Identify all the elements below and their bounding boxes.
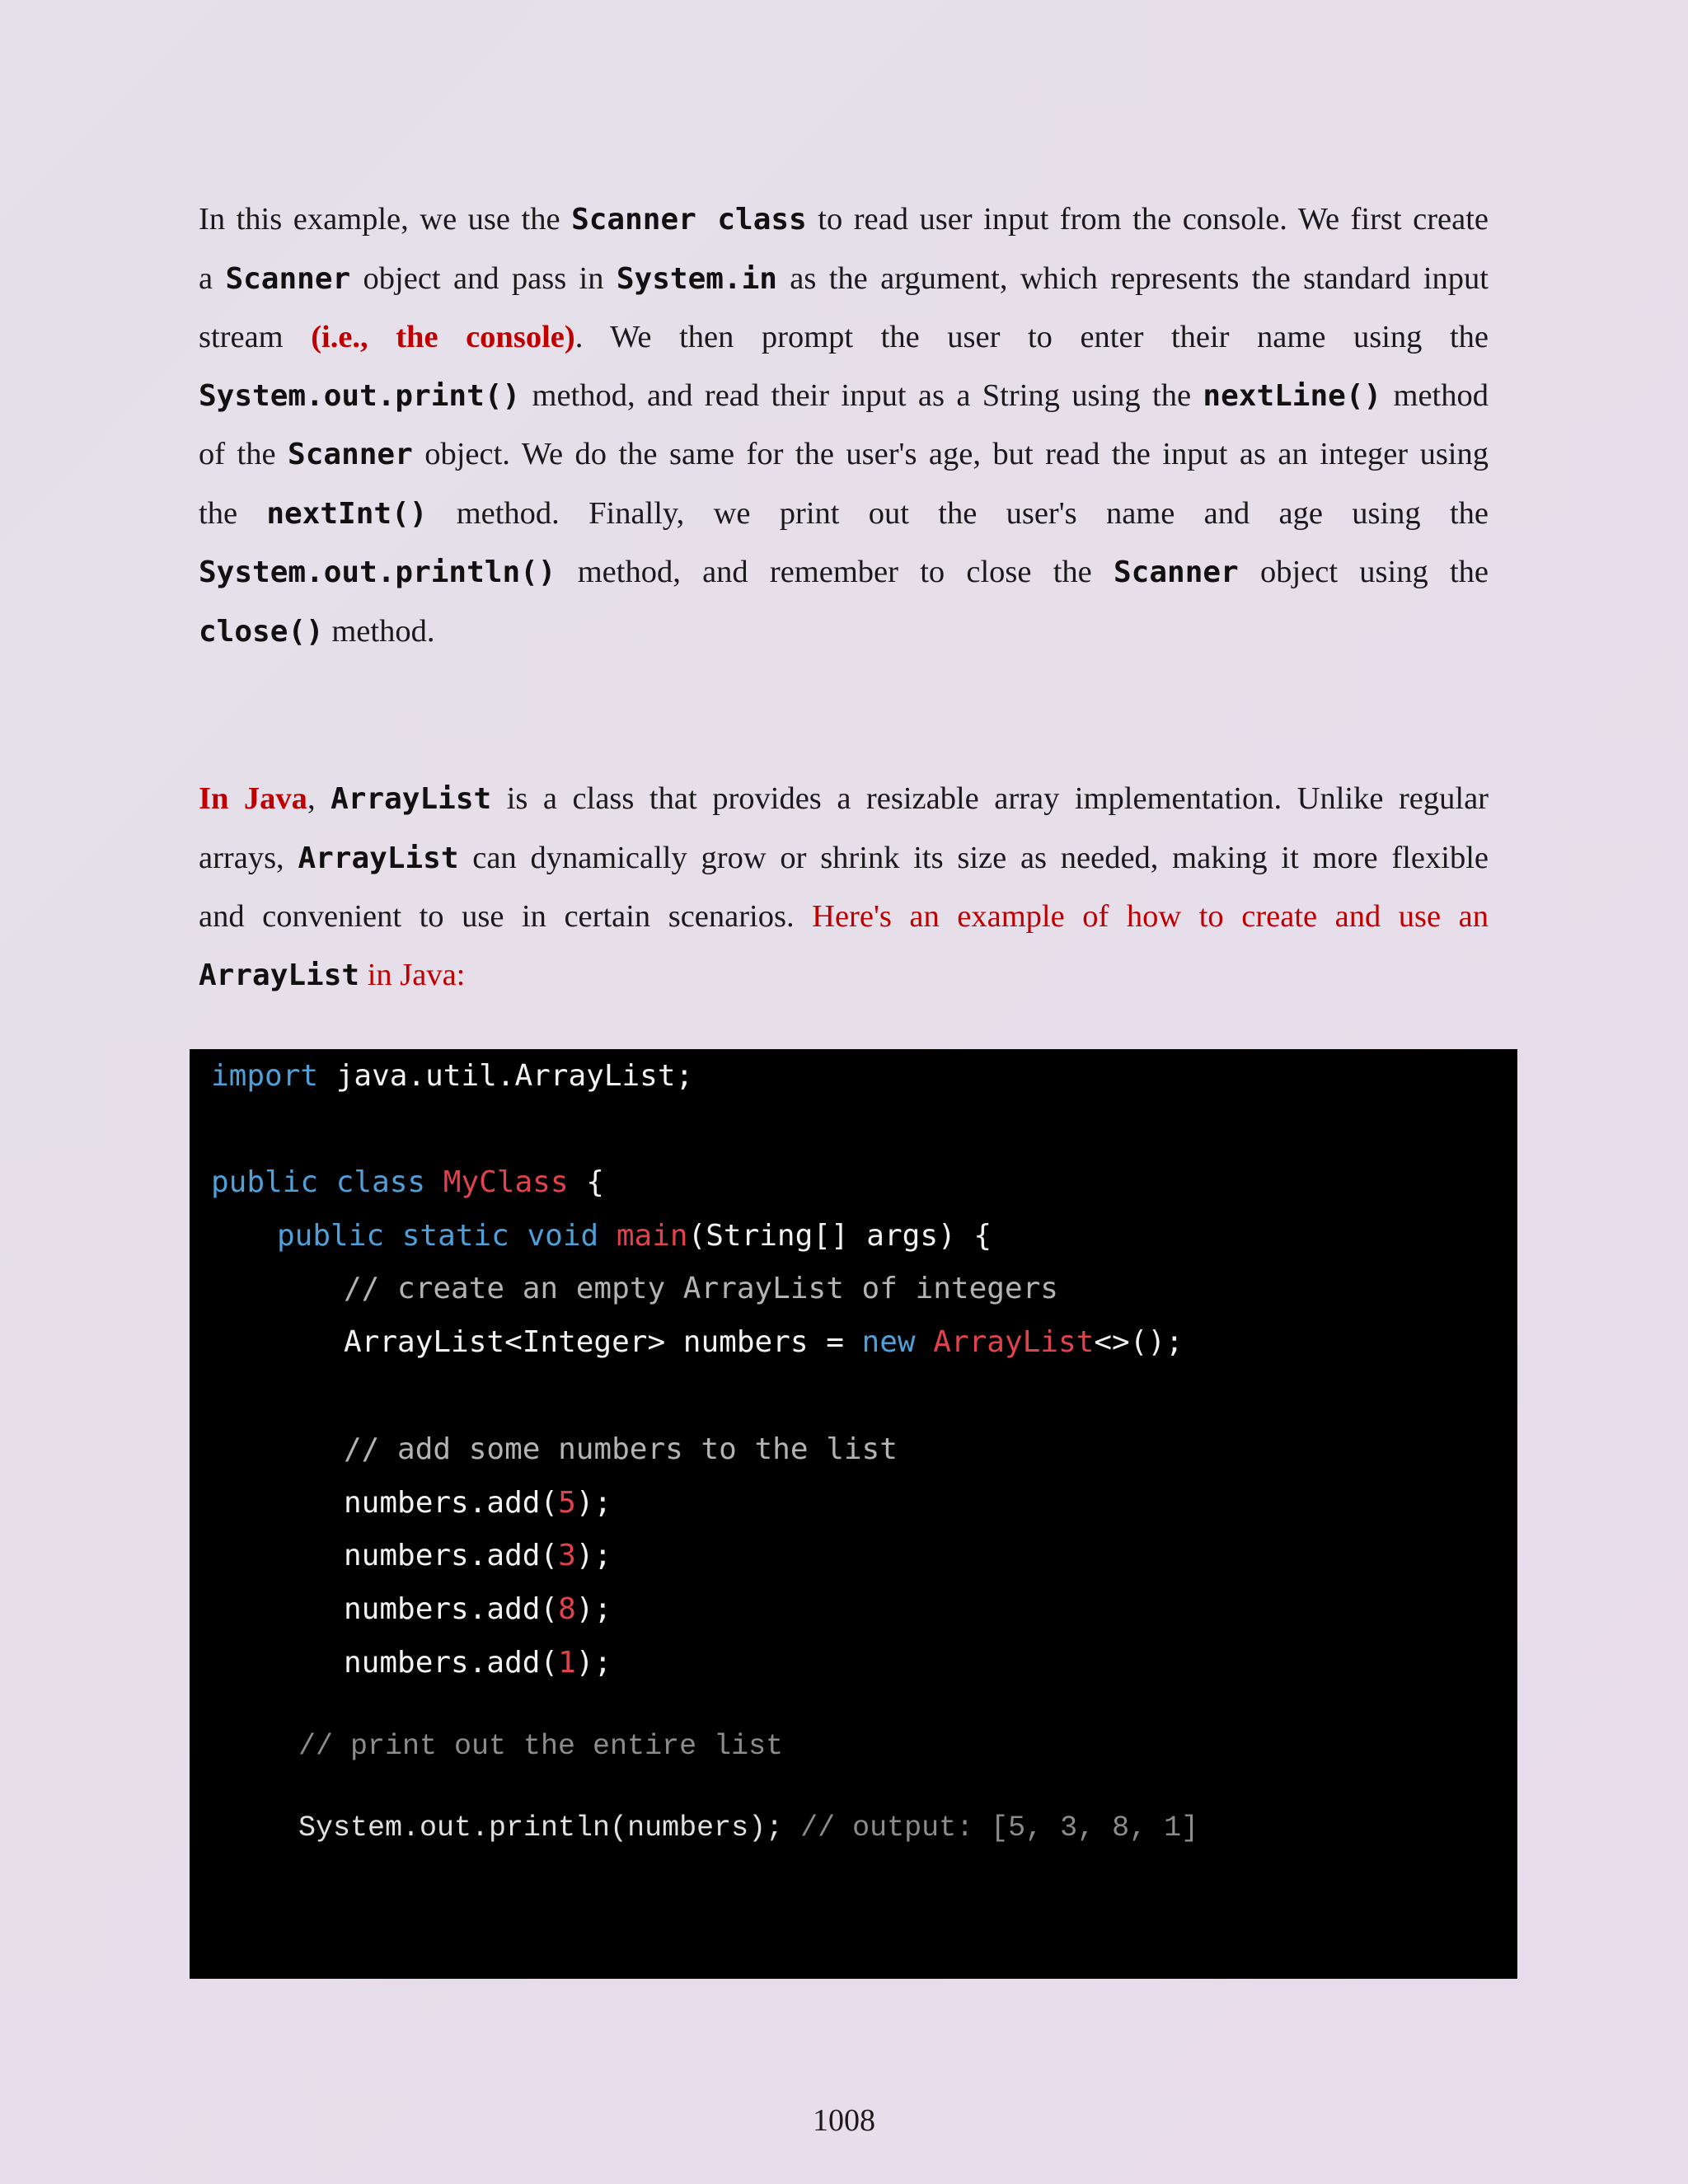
inline-code: System.in <box>616 261 777 296</box>
inline-code: System.out.print() <box>199 378 521 413</box>
text-line: arrays, ArrayList can dynamically grow or shrink its size as needed, making it more flexible <box>199 840 1489 875</box>
code-line: numbers.add(5); <box>344 1486 612 1520</box>
highlighted-text: In Java <box>199 781 307 816</box>
text-line: In this example, we use the Scanner class to read user input from the console. We first create <box>199 202 1489 237</box>
text-line: a Scanner object and pass in System.in as the argument, which represents the standard input <box>199 260 1489 296</box>
inline-code: Scanner <box>288 438 413 471</box>
text-line: close() method. <box>199 613 435 649</box>
code-line: ArrayList<Integer> numbers = new ArrayList<>(); <box>344 1325 1184 1359</box>
paragraph-arraylist-intro <box>199 770 1489 1005</box>
code-line: public static void main(String[] args) { <box>277 1219 992 1253</box>
text-line: stream (i.e., the console). We then prompt the user to enter their name using the <box>199 320 1489 354</box>
text-line <box>199 946 1489 1005</box>
code-line: numbers.add(8); <box>344 1592 612 1626</box>
inline-code: ArrayList <box>298 841 459 875</box>
text-line: System.out.println() method, and remember to close the Scanner object using the <box>199 555 1489 589</box>
paragraph-scanner-explanation <box>199 190 1489 661</box>
inline-code: Scanner <box>225 261 351 296</box>
code-line: public class MyClass { <box>211 1165 604 1199</box>
code-line: numbers.add(3); <box>344 1539 612 1572</box>
code-line: numbers.add(1); <box>344 1646 612 1680</box>
inline-code: nextInt() <box>266 496 428 531</box>
highlighted-text: (i.e., the console) <box>311 320 575 354</box>
code-comment: // add some numbers to the list <box>344 1432 898 1466</box>
text-line: System.out.print() method, and read their input as a String using the nextLine() method <box>199 377 1489 413</box>
code-comment: // create an empty ArrayList of integers <box>344 1272 1058 1305</box>
page-number: 1008 <box>813 2103 875 2138</box>
inline-code: Scanner <box>1114 555 1239 589</box>
inline-code: ArrayList <box>331 782 492 816</box>
highlighted-text: Here's an example of how to create and use an <box>812 899 1489 934</box>
code-line: System.out.println(numbers); // output: [5, 3, 8, 1] <box>298 1811 1199 1844</box>
inline-code: System.out.println() <box>199 555 556 589</box>
text-line: the nextInt() method. Finally, we print out the user's name and age using the <box>199 495 1489 531</box>
code-comment: // print out the entire list <box>298 1730 784 1763</box>
highlighted-text: in Java: <box>359 957 466 992</box>
code-line: import java.util.ArrayList; <box>211 1059 694 1093</box>
text-line: of the Scanner object. We do the same for the user's age, but read the input as an integer using <box>199 437 1489 471</box>
code-block <box>190 1049 1517 1979</box>
inline-code: Scanner class <box>571 203 807 237</box>
text-line: In Java, ArrayList is a class that provides a resizable array implementation. Unlike regular <box>199 781 1489 816</box>
inline-code: ArrayList <box>199 958 360 992</box>
inline-code: close() <box>199 614 324 649</box>
text-line: and convenient to use in certain scenarios. Here's an example of how to create and use an <box>199 899 1489 934</box>
inline-code: nextLine() <box>1203 378 1382 413</box>
